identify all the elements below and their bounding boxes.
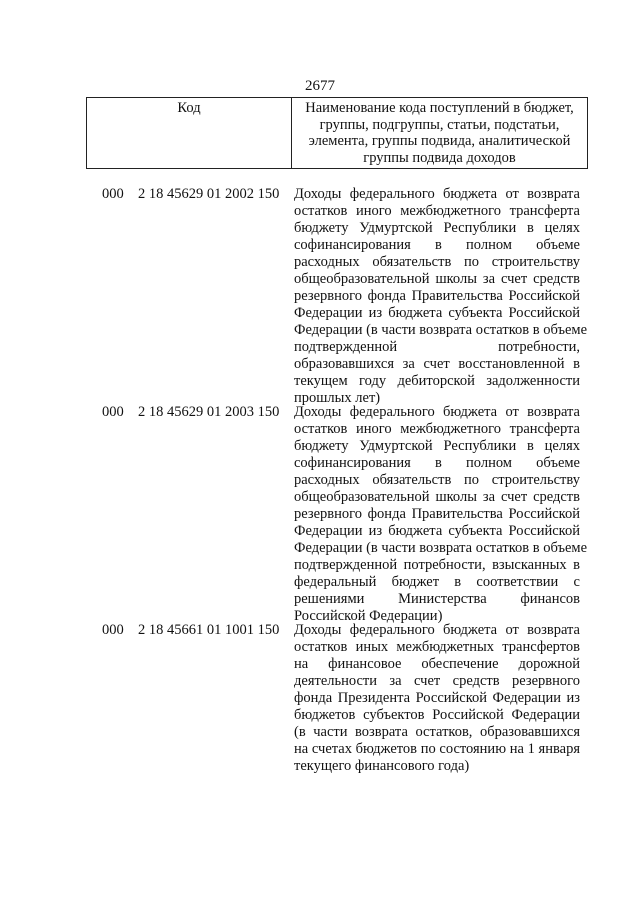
description-line: на финансовое обеспечение дорожной — [294, 656, 580, 672]
description-line: федеральный бюджет в соответствии с — [294, 574, 580, 590]
page-number: 2677 — [305, 78, 335, 94]
revenue-description — [294, 404, 588, 625]
description-line: образовавшихся за счет восстановленной в — [294, 356, 580, 372]
description-line: Доходы федерального бюджета от возврата — [294, 404, 580, 420]
revenue-description — [294, 186, 588, 407]
description-line: общеобразовательной школы за счет средств — [294, 271, 580, 287]
revenue-code: 2 18 45629 01 2002 150 — [138, 186, 280, 202]
description-line: бюджету Удмуртской Республики в целях — [294, 438, 580, 454]
description-line: деятельности за счет средств резервного — [294, 673, 580, 689]
description-line: прошлых лет) — [294, 390, 381, 406]
description-line: Доходы федерального бюджета от возврата — [294, 186, 580, 202]
admin-code: 000 — [102, 404, 124, 420]
description-line: резервного фонда Правительства Российской — [294, 506, 580, 522]
description-line: решениями Министерства финансов — [294, 591, 580, 607]
revenue-code: 2 18 45661 01 1001 150 — [138, 622, 280, 638]
description-line: (в части возврата остатков, образовавшихся — [294, 724, 580, 740]
description-line: Федерации (в части возврата остатков в объеме — [294, 540, 588, 556]
description-line: Федерации из бюджета субъекта Российской — [294, 305, 580, 321]
header-name-column — [292, 98, 587, 168]
description-line: расходных обязательств по строительству — [294, 254, 580, 270]
description-line: софинансирования в полном объеме — [294, 455, 580, 471]
header-name-line: элемента, группы подвида, аналитической — [308, 133, 571, 149]
header-name-line: группы, подгруппы, статьи, подстатьи, — [319, 116, 560, 133]
description-line: остатков иного межбюджетного трансферта — [294, 421, 580, 437]
table-header — [86, 97, 588, 169]
description-line: остатков иных межбюджетных трансфертов — [294, 639, 580, 655]
description-line: подтвержденной потребности, — [294, 339, 580, 355]
description-line: общеобразовательной школы за счет средств — [294, 489, 580, 505]
revenue-code: 2 18 45629 01 2003 150 — [138, 404, 280, 420]
description-line: расходных обязательств по строительству — [294, 472, 580, 488]
description-line: Российской Федерации) — [294, 608, 443, 624]
description-line: Доходы федерального бюджета от возврата — [294, 622, 580, 638]
admin-code: 000 — [102, 622, 124, 638]
header-name-line: группы подвида доходов — [363, 149, 516, 166]
description-line: текущем году дебиторской задолженности — [294, 373, 580, 389]
description-line: подтвержденной потребности, взысканных в — [294, 557, 580, 573]
description-line: бюджетов субъектов Российской Федерации — [294, 707, 580, 723]
admin-code: 000 — [102, 186, 124, 202]
header-name-line: Наименование кода поступлений в бюджет, — [305, 100, 574, 116]
description-line: на счетах бюджетов по состоянию на 1 января — [294, 741, 580, 757]
description-line: Федерации из бюджета субъекта Российской — [294, 523, 580, 539]
description-line: резервного фонда Правительства Российской — [294, 288, 580, 304]
revenue-description — [294, 622, 580, 775]
description-line: софинансирования в полном объеме — [294, 237, 580, 253]
description-line: Федерации (в части возврата остатков в объеме — [294, 322, 588, 338]
description-line: остатков иного межбюджетного трансферта — [294, 203, 580, 219]
description-line: фонда Президента Российской Федерации из — [294, 690, 580, 706]
header-code-column: Код — [87, 98, 292, 168]
description-line: бюджету Удмуртской Республики в целях — [294, 220, 580, 236]
description-line: текущего финансового года) — [294, 758, 470, 774]
